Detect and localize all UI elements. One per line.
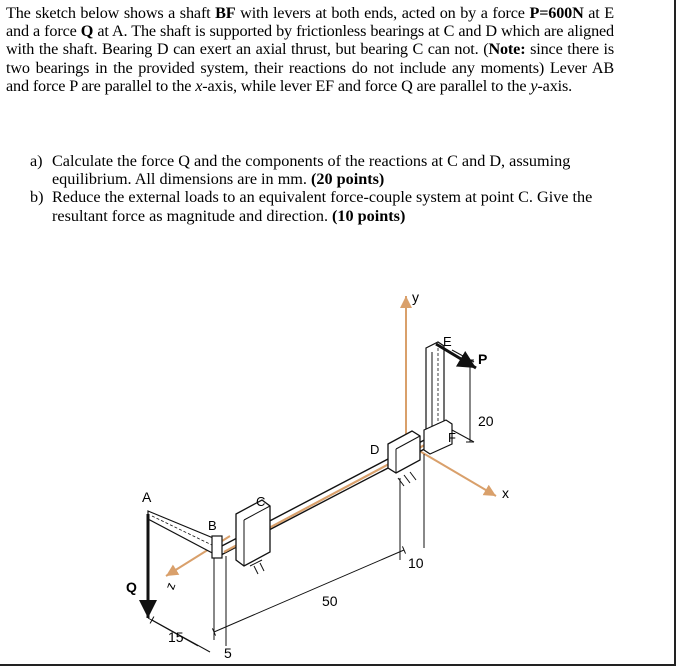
- bearing-c: [236, 500, 270, 574]
- problem-text-1: The sketch below shows a shaft: [6, 4, 216, 22]
- label-y: y: [412, 289, 419, 305]
- force-p-value: P=600N: [529, 4, 584, 22]
- label-c: C: [256, 494, 266, 509]
- dimension-15: 15: [168, 629, 184, 645]
- problem-text-7: -axis.: [537, 76, 573, 95]
- question-b-label: b): [30, 188, 44, 207]
- question-a-label: a): [30, 152, 43, 170]
- label-x: x: [502, 485, 509, 501]
- label-e: E: [443, 334, 452, 349]
- problem-text-2: with levers at both ends, acted on by a force: [235, 4, 530, 22]
- label-p: P: [478, 351, 488, 367]
- bearing-d: [388, 431, 420, 486]
- dimension-lines: [148, 350, 474, 652]
- label-z: z: [162, 580, 179, 592]
- problem-text-5: since there is two bearings in the provided system, their reactions do not include any moments) Lever AB and force P are parallel to the: [6, 40, 614, 95]
- question-a-text: Calculate the force Q and the components of the reactions at C and D, assuming equilibrium. All dimensions are in mm.: [52, 152, 571, 189]
- label-a: A: [142, 489, 152, 505]
- problem-text-6: -axis, while lever EF and force Q are parallel to the: [202, 76, 531, 95]
- label-d: D: [370, 442, 380, 457]
- y-axis-italic: y: [530, 76, 538, 95]
- problem-text-4: at A. The shaft is supported by frictionless bearings at C and D which are aligned with the shaft. Bearing D can exert an axial thrust, but bearing C can not. (: [6, 22, 614, 59]
- dimension-20: 20: [478, 413, 494, 429]
- question-b-points: (10 points): [332, 206, 406, 225]
- dimension-5: 5: [224, 645, 232, 661]
- label-b: B: [208, 518, 217, 533]
- x-axis-italic: x: [195, 76, 203, 95]
- problem-text-3: at E and a force: [6, 4, 615, 41]
- question-b-text: Reduce the external loads to an equivalent force-couple system at point C. Give the resultant force as magnitude and direction.: [52, 188, 593, 225]
- question-a-points: (20 points): [310, 170, 385, 189]
- label-q: Q: [126, 579, 137, 595]
- label-f: F: [448, 430, 456, 445]
- shaft-label: BF: [215, 4, 236, 22]
- note-label: Note:: [488, 40, 526, 59]
- force-q-label: Q: [80, 22, 94, 41]
- dimension-50: 50: [322, 593, 338, 609]
- dimension-10: 10: [408, 555, 424, 571]
